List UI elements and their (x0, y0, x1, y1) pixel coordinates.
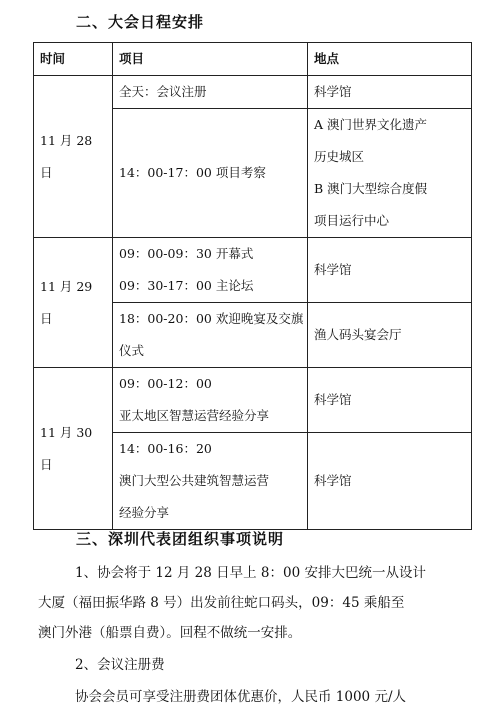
item-line: 澳门大型公共建筑智慧运营 (119, 473, 270, 488)
item-line: 仪式 (119, 343, 145, 358)
place-cell (308, 109, 472, 238)
paragraph-line: 澳门外港（船票自费）。回程不做统一安排。 (38, 625, 302, 641)
item-line: 09：00-12：00 (119, 376, 212, 391)
header-place: 地点 (308, 43, 472, 76)
table-row (34, 76, 472, 109)
table-header-row (34, 43, 472, 76)
item-line: 09：00-09：30 开幕式 (119, 246, 254, 261)
place-cell: 科学馆 (308, 76, 472, 109)
item-cell (113, 433, 308, 530)
date-cell: 11 月 30 日 (34, 368, 113, 530)
place-line: B 澳门大型综合度假 (314, 181, 428, 196)
date-cell: 11 月 29 日 (34, 238, 113, 368)
place-cell: 渔人码头宴会厅 (308, 303, 472, 368)
place-cell: 科学馆 (308, 238, 472, 303)
paragraph-line: 协会会员可享受注册费团体优惠价，人民币 1000 元/人 (75, 689, 406, 705)
schedule-table (33, 42, 472, 530)
item-line: 亚太地区智慧运营经验分享 (119, 408, 270, 423)
item-cell: 14：00-17：00 项目考察 (113, 109, 308, 238)
paragraph-line: 1、协会将于 12 月 28 日早上 8：00 安排大巴统一从设计 (75, 565, 426, 581)
place-cell: 科学馆 (308, 368, 472, 433)
header-item: 项目 (113, 43, 308, 76)
item-line: 09：30-17：00 主论坛 (119, 278, 254, 293)
item-line: 18：00-20：00 欢迎晚宴及交旗 (119, 311, 304, 326)
section-heading-schedule: 二、大会日程安排 (76, 13, 205, 31)
item-line: 14：00-16：20 (119, 441, 212, 456)
item-cell (113, 368, 308, 433)
place-cell: 科学馆 (308, 433, 472, 530)
table-row (34, 238, 472, 303)
paragraph-line: 2、会议注册费 (75, 657, 165, 673)
place-line: 项目运行中心 (314, 213, 390, 228)
paragraph-line: 大厦（福田振华路 8 号）出发前往蛇口码头，09：45 乘船至 (38, 595, 405, 611)
item-cell (113, 303, 308, 368)
place-line: 历史城区 (314, 149, 365, 164)
item-cell: 全天：会议注册 (113, 76, 308, 109)
header-time: 时间 (34, 43, 113, 76)
date-cell: 11 月 28 日 (34, 76, 113, 238)
table-row (34, 368, 472, 433)
place-line: A 澳门世界文化遗产 (314, 117, 428, 132)
item-line: 经验分享 (119, 505, 170, 520)
item-cell (113, 238, 308, 303)
section-heading-delegation: 三、深圳代表团组织事项说明 (76, 530, 285, 548)
